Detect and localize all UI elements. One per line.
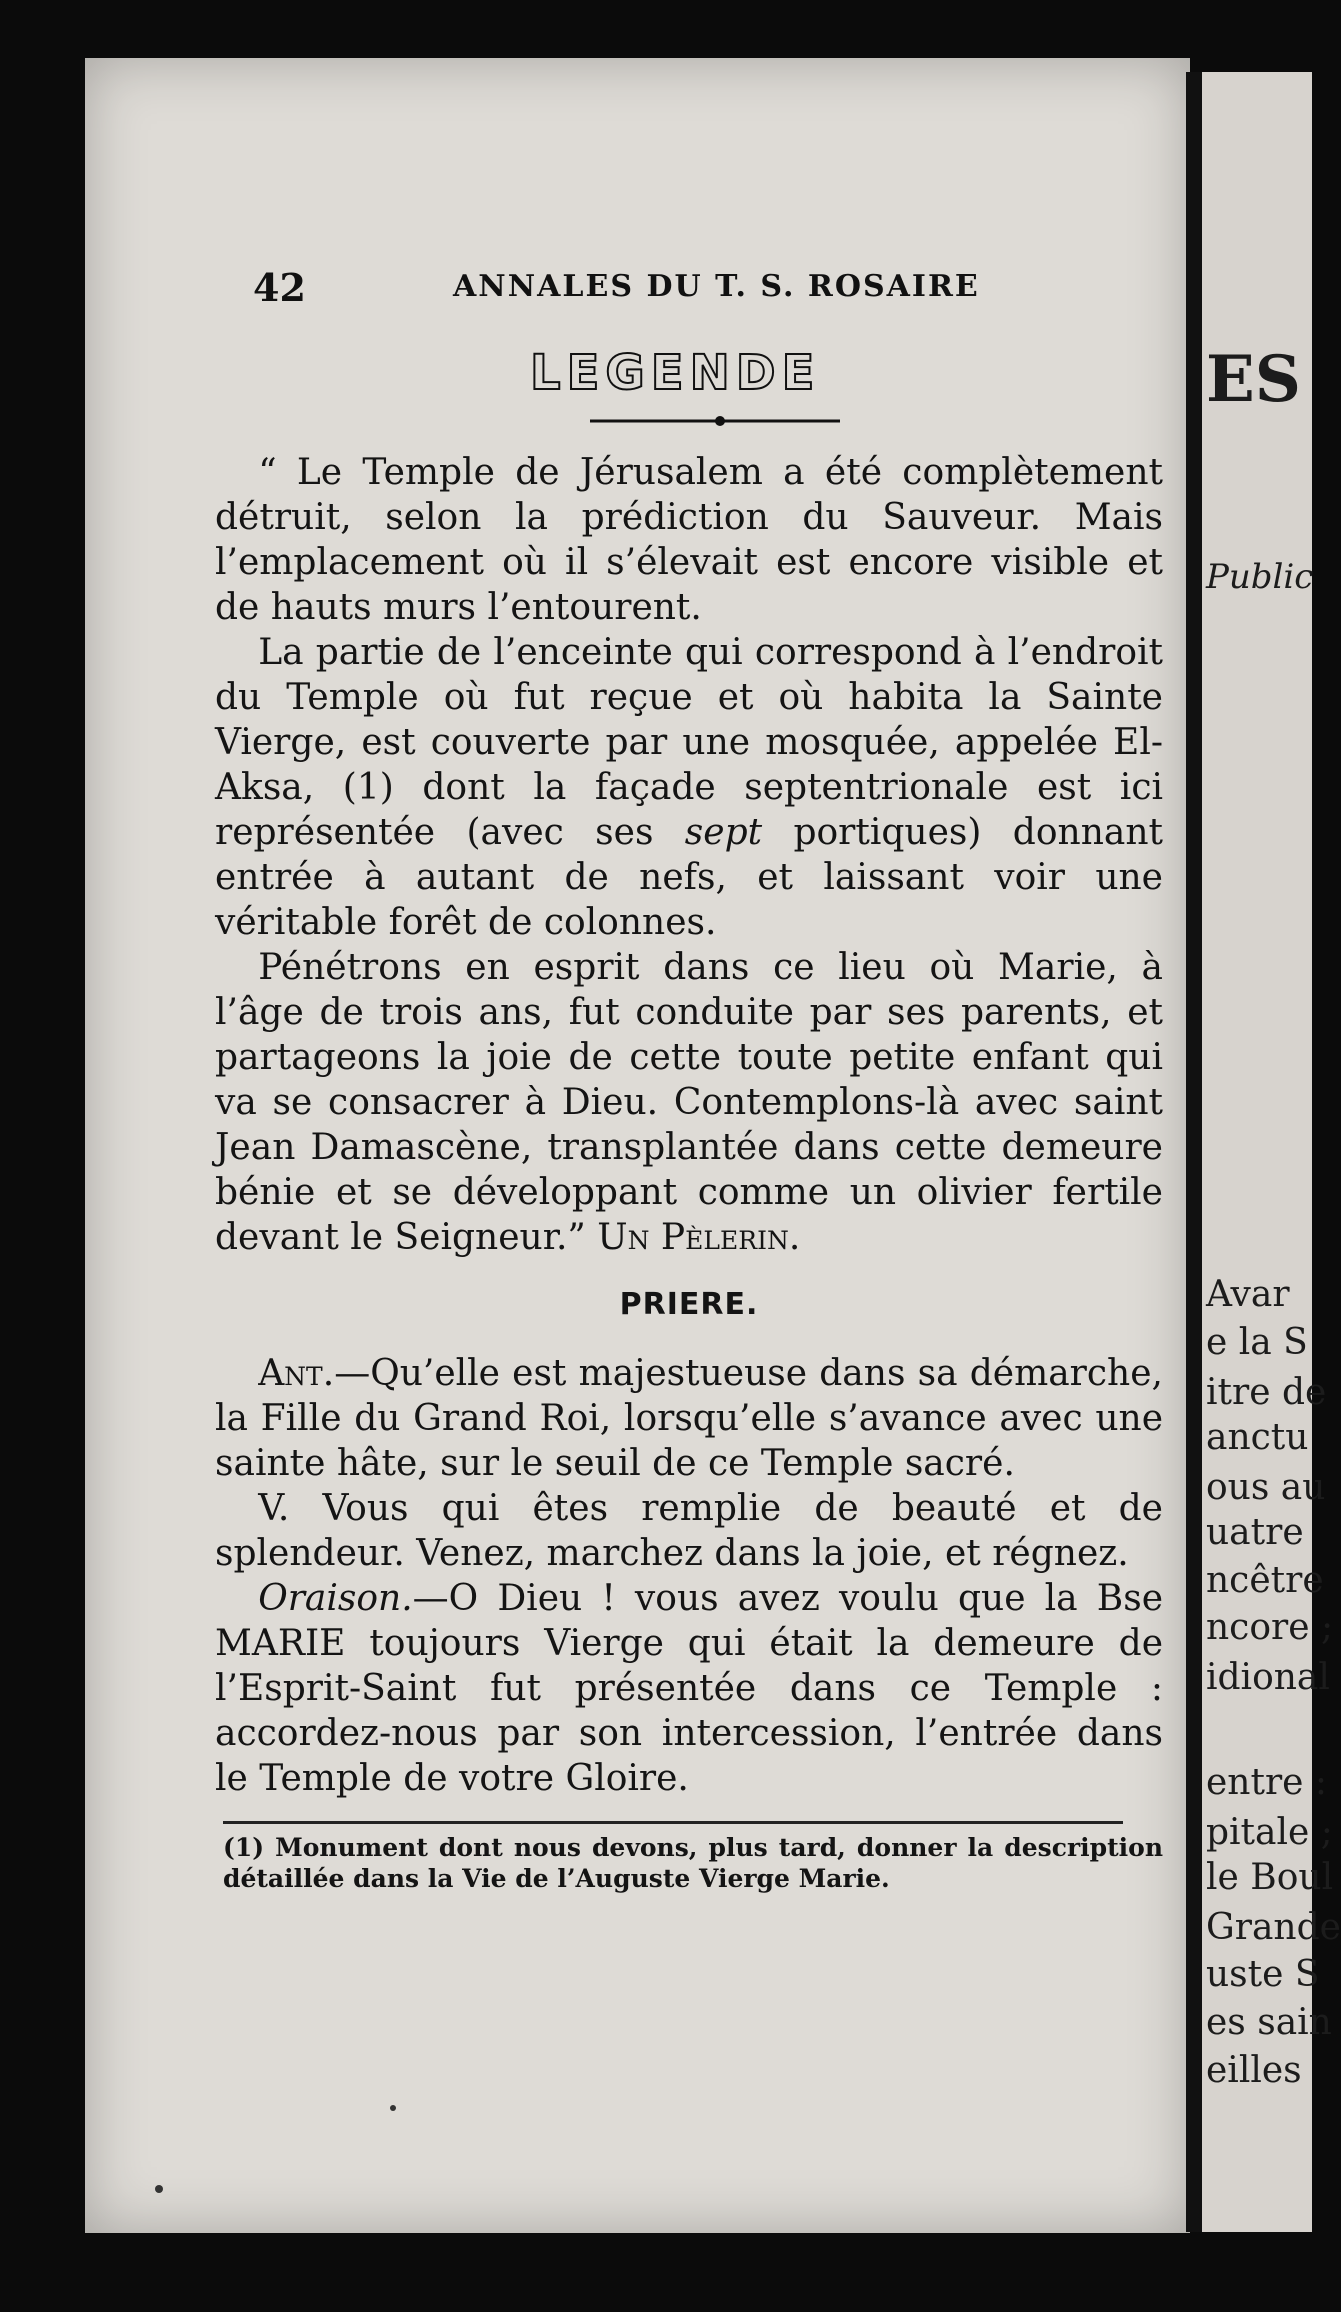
facing-line: uste S <box>1206 1954 1320 1995</box>
facing-title-fragment: ES <box>1206 342 1301 417</box>
running-header <box>253 265 993 315</box>
facing-page <box>1186 72 1341 2232</box>
oraison <box>215 1576 1163 1801</box>
speck <box>390 2105 396 2111</box>
ornament-divider <box>590 414 840 428</box>
antiphon-label: Ant. <box>258 1353 335 1394</box>
versicle: V. Vous qui êtes remplie de beauté et de splendeur. Venez, marchez dans la joie, et régnez. <box>215 1488 1163 1574</box>
page-number: 42 <box>253 265 306 310</box>
facing-subtitle-fragment: Public <box>1206 557 1314 597</box>
oraison-text: —O Dieu ! vous avez voulu que la Bse MARIE toujours Vierge qui était la demeure de l’Esprit-Saint fut présentée dans ce Temple : accordez-nous par son intercession, l’entrée dans le Temple de votre Gloire. <box>215 1578 1163 1799</box>
facing-line: es sain <box>1206 2002 1332 2043</box>
footnote: (1) Monument dont nous devons, plus tard, donner la description détaillée dans la Vie de l’Auguste Vierge Marie. <box>223 1833 1163 1893</box>
legend-text: Pénétrons en esprit dans ce lieu où Marie, à l’âge de trois ans, fut conduite par ses parents, et partageons la joie de cette toute petite enfant qui va se consacrer à Dieu. Contemplons-là avec saint Jean Damascène, transplantée dans cette demeure bénie et se développant comme un olivier fertile devant le Seigneur.” <box>215 947 1163 1258</box>
facing-line: Avar <box>1206 1274 1290 1315</box>
footnote-rule <box>223 1821 1123 1824</box>
section-title: LEGENDE <box>530 345 821 401</box>
facing-line: ous au <box>1206 1467 1326 1508</box>
speck <box>155 2185 163 2193</box>
facing-line: ncêtre <box>1206 1560 1324 1601</box>
facing-line: itre de <box>1206 1372 1327 1413</box>
facing-line: ncore ; <box>1206 1607 1334 1648</box>
signature: Un Pèlerin. <box>597 1217 801 1258</box>
antiphon-text: —Qu’elle est majestueuse dans sa démarche, la Fille du Grand Roi, lorsqu’elle s’avance avec une sainte hâte, sur le seuil de ce Temple sacré. <box>215 1353 1163 1484</box>
legend-text: La partie de l’enceinte qui correspond à l’endroit du Temple où fut reçue et où habita la Sainte Vierge, est couverte par une mosquée, appelée El-Aksa, (1) dont la façade septentrionale est ici représentée (avec ses <box>215 632 1163 853</box>
legend-paragraph: “ Le Temple de Jérusalem a été complètement détruit, selon la prédiction du Sauveur. Mais l’emplacement où il s’élevait est encore visible et de hauts murs l’entourent. <box>215 452 1163 628</box>
facing-line: e la S <box>1206 1322 1308 1363</box>
facing-line: eilles <box>1206 2050 1302 2091</box>
facing-line: entre : <box>1206 1762 1328 1803</box>
facing-line: uatre <box>1206 1512 1304 1553</box>
antiphon <box>215 1351 1163 1486</box>
facing-line: idional <box>1206 1657 1330 1698</box>
legend-paragraph <box>215 945 1163 1260</box>
oraison-label: Oraison. <box>258 1578 413 1619</box>
prayer-heading: PRIERE. <box>619 1287 759 1322</box>
facing-line: le Boul <box>1206 1857 1334 1898</box>
facing-line: anctu <box>1206 1417 1309 1458</box>
legend-paragraph <box>215 630 1163 945</box>
facing-line: Grande <box>1206 1907 1341 1948</box>
emphasis: sept <box>684 812 763 853</box>
page-body <box>215 450 1163 1894</box>
running-title: ANNALES DU T. S. ROSAIRE <box>453 269 980 304</box>
facing-line: pitale ; <box>1206 1812 1333 1853</box>
legend-text: portiques) donnant entrée à autant de nefs, et laissant voir une véritable forêt de colonnes. <box>215 812 1163 943</box>
